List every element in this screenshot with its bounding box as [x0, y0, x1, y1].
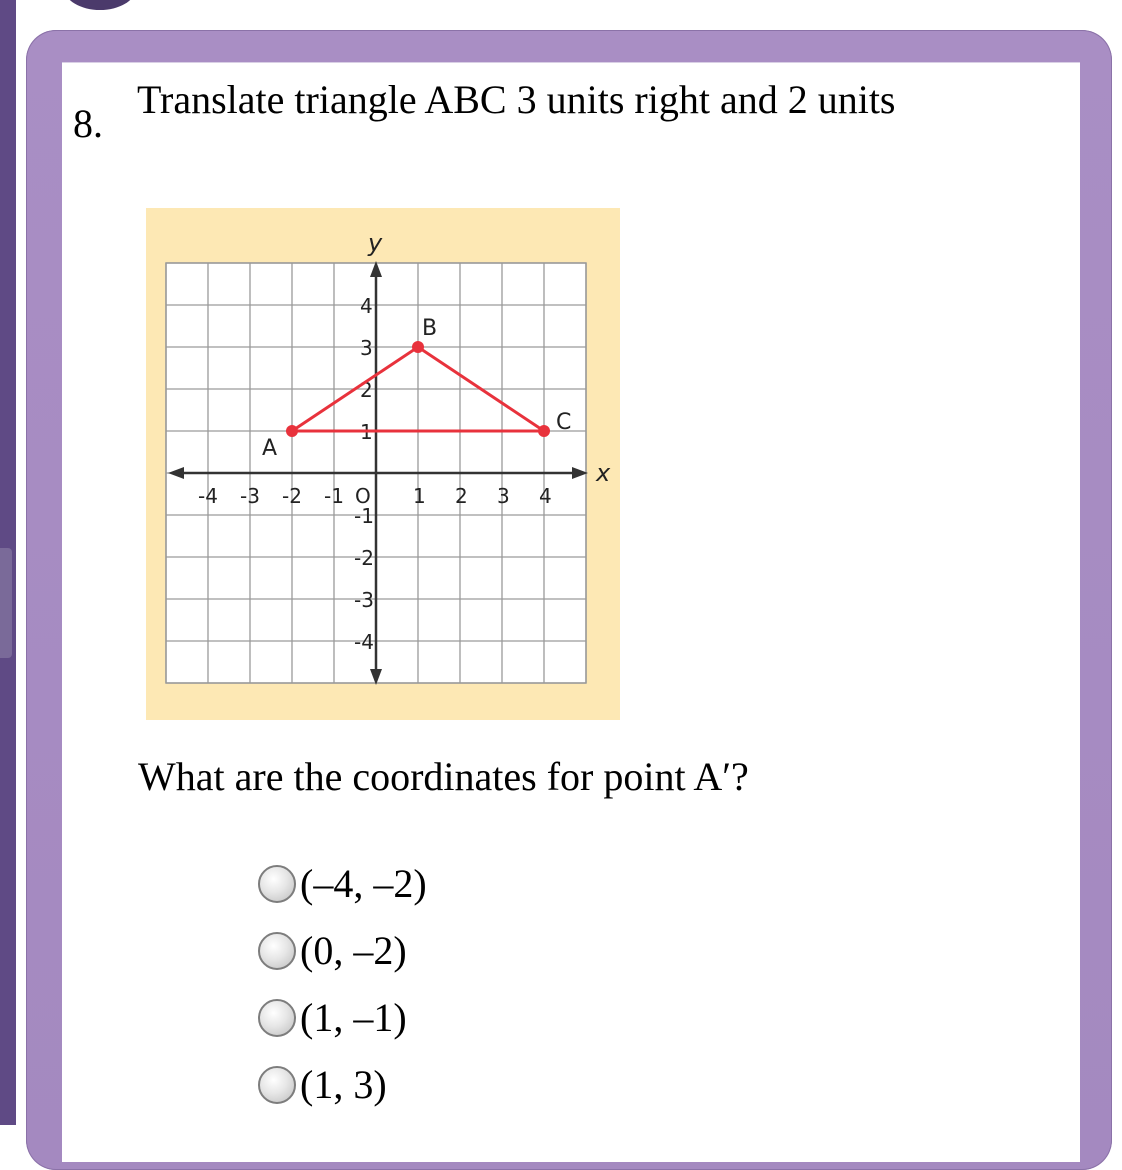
y-tick-label: 2 [360, 378, 373, 402]
y-tick-label: -4 [354, 630, 374, 654]
radio-button-icon[interactable] [258, 1066, 296, 1104]
radio-button-icon[interactable] [258, 932, 296, 970]
question-number: 8. [73, 101, 103, 146]
left-sidebar-strip [0, 0, 16, 1125]
answer-option-3[interactable] [258, 984, 427, 1051]
question-prompt: Translate triangle ABC 3 units right and 2 units [137, 77, 896, 122]
answer-label: (1, –1) [300, 995, 407, 1040]
radio-button-icon[interactable] [258, 999, 296, 1037]
x-tick-label: -2 [282, 484, 302, 508]
coordinate-graph [146, 208, 620, 720]
answer-choices [258, 850, 427, 1118]
answer-label: (0, –2) [300, 928, 407, 973]
follow-up-question: What are the coordinates for point A′? [138, 754, 749, 799]
point-c [538, 425, 550, 437]
sidebar-tab[interactable] [0, 548, 12, 658]
y-tick-label: -1 [354, 504, 374, 528]
point-label-a: A [262, 436, 278, 461]
answer-option-2[interactable] [258, 917, 427, 984]
x-tick-label: 3 [497, 484, 510, 508]
y-tick-label: -2 [354, 546, 374, 570]
x-tick-label: 1 [413, 484, 426, 508]
answer-option-1[interactable] [258, 850, 427, 917]
y-tick-label: 4 [360, 294, 373, 318]
radio-button-icon[interactable] [258, 865, 296, 903]
answer-label: (–4, –2) [300, 861, 427, 906]
x-tick-label: -1 [324, 484, 344, 508]
answer-label: (1, 3) [300, 1062, 387, 1107]
point-b [412, 341, 424, 353]
y-axis-label: y [368, 229, 383, 257]
y-tick-label: -3 [354, 588, 374, 612]
origin-label: O [355, 484, 371, 508]
point-label-b: B [422, 316, 438, 341]
x-tick-label: 2 [455, 484, 468, 508]
x-axis-label: x [596, 459, 611, 487]
y-tick-label: 1 [360, 420, 373, 444]
point-a [286, 425, 298, 437]
point-label-c: C [556, 410, 572, 435]
y-tick-label: 3 [360, 336, 373, 360]
coordinate-graph-svg [146, 208, 620, 720]
x-tick-label: -4 [198, 484, 218, 508]
x-tick-label: -3 [240, 484, 260, 508]
x-tick-label: 4 [539, 484, 552, 508]
answer-option-4[interactable] [258, 1051, 427, 1118]
header-knob [64, 0, 136, 10]
